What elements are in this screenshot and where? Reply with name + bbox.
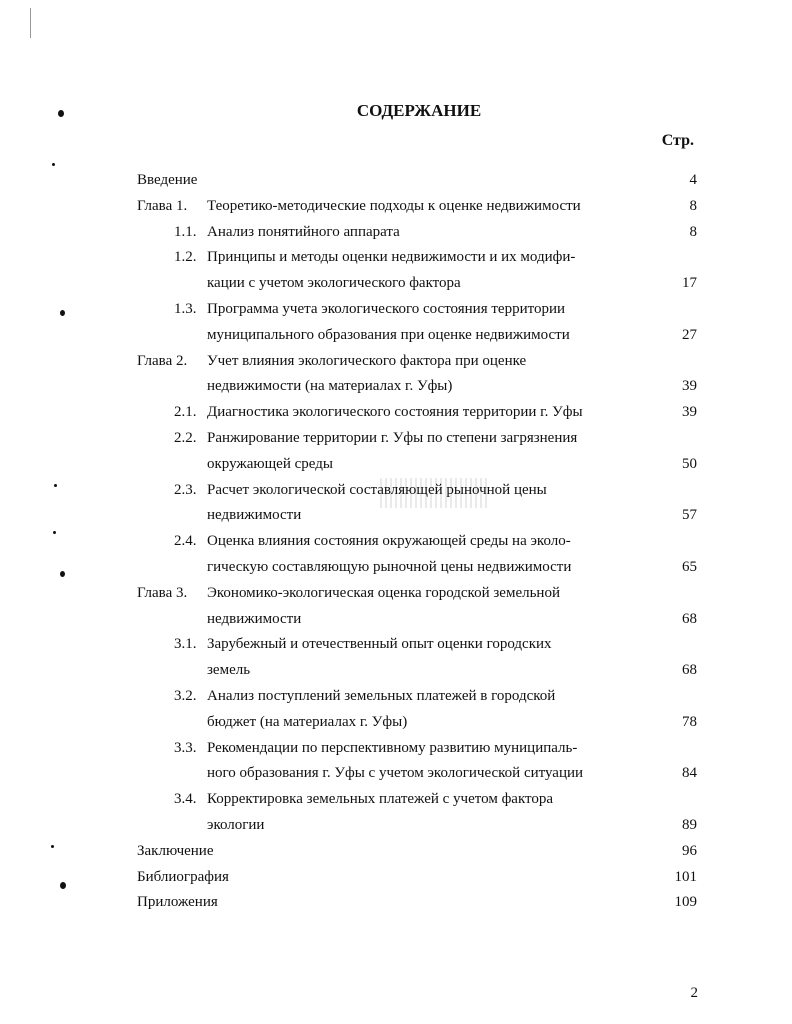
toc-entry-number: Глава 2. [137,352,188,369]
toc-entry [137,400,697,426]
toc-entry [137,374,697,400]
toc-entry-title: недвижимости (на материалах г. Уфы) [207,378,453,395]
toc-entry-title: Приложения [137,894,218,911]
toc-entry-title: кации с учетом экологического фактора [207,275,461,292]
toc-entry [137,245,697,271]
toc-entry-number: Глава 1. [137,197,188,214]
toc-entry-title: Расчет экологической составляющей рыночной цены [207,481,547,498]
toc-entry [137,271,697,297]
toc-entry-page: 4 [689,172,697,188]
toc-entry-title: Введение [137,172,198,188]
toc-entry-title: экологии [207,816,265,833]
toc-entry-number: 1.1. [174,223,197,240]
toc-entry-page: 65 [682,558,697,575]
scan-speck [51,845,54,848]
toc-entry-number: 2.2. [174,429,197,446]
toc-entry-title: гическую составляющую рыночной цены недвижимости [207,558,572,575]
toc-entry-title: Зарубежный и отечественный опыт оценки городских [207,636,552,653]
toc-entry [137,297,697,323]
toc-entry [137,607,697,633]
toc-entry-title: Анализ поступлений земельных платежей в городской [207,687,556,704]
toc-entry [137,220,697,246]
toc-entry-page: 27 [682,326,697,343]
toc-entry-title: Корректировка земельных платежей с учетом фактора [207,791,554,808]
toc-entry-number: Глава 3. [137,584,188,601]
toc-entry-title: Библиография [137,868,229,885]
toc-entry-title: Анализ понятийного аппарата [207,223,400,240]
scan-speck [60,882,66,889]
toc-entry [137,529,697,555]
toc-entry-title: бюджет (на материалах г. Уфы) [207,713,408,730]
toc-entry-number: 3.1. [174,636,197,653]
toc-entry-page: 84 [682,765,697,782]
toc-entry [137,555,697,581]
page-title: СОДЕРЖАНИЕ [356,101,482,120]
toc-entry-number: 3.2. [174,687,197,704]
toc-entry [137,865,697,891]
toc-entry [137,581,697,607]
toc-entry-title: Заключение [137,842,214,859]
toc-entry [137,426,697,452]
toc-entry [137,761,697,787]
toc-entry-page: 50 [682,455,697,472]
toc-entry-title: муниципального образования при оценке недвижимости [207,326,570,343]
toc-entry [137,890,697,916]
toc-entry-title: Диагностика экологического состояния территории г. Уфы [207,404,583,421]
toc-entry-title: окружающей среды [207,455,333,472]
toc-entry-title: Рекомендации по перспективному развитию муниципаль- [207,739,578,756]
table-of-contents [137,168,697,916]
toc-entry-number: 1.2. [174,249,197,266]
toc-entry-number: 2.1. [174,404,197,421]
toc-entry-title: недвижимости [207,610,302,627]
toc-entry-number: 3.3. [174,739,197,756]
toc-entry [137,323,697,349]
scan-speck [60,571,65,577]
toc-entry-page: 101 [674,868,697,885]
toc-entry-title: Программа учета экологического состояния территории [207,300,566,317]
scan-edge-line [30,8,31,38]
toc-entry [137,813,697,839]
toc-entry-page: 96 [682,842,697,859]
toc-entry [137,839,697,865]
toc-entry-title: Ранжирование территории г. Уфы по степени загрязнения [207,429,578,446]
page-column-header: Стр. [661,132,694,149]
toc-entry [137,736,697,762]
toc-entry-page: 17 [682,275,697,292]
toc-entry [137,478,697,504]
scan-speck [54,484,57,487]
scan-speck [53,531,56,534]
toc-entry [137,710,697,736]
toc-entry-page: 8 [689,223,697,240]
toc-entry-title: Оценка влияния состояния окружающей среды на эколо- [207,533,571,550]
toc-entry [137,349,697,375]
toc-entry-page: 68 [682,610,697,627]
page-number: 2 [690,985,698,1001]
toc-entry-page: 89 [682,816,697,833]
toc-entry-page: 109 [674,894,697,911]
toc-entry-page: 78 [682,713,697,730]
toc-entry-title: Теоретико-методические подходы к оценке недвижимости [207,197,581,214]
toc-entry [137,503,697,529]
toc-entry [137,168,697,194]
toc-entry-number: 2.4. [174,533,197,550]
toc-entry-title: ного образования г. Уфы с учетом экологической ситуации [207,765,584,782]
toc-entry-title: Принципы и методы оценки недвижимости и их модифи- [207,249,576,266]
toc-entry-title: земель [207,662,251,679]
toc-entry-title: Учет влияния экологического фактора при оценке [207,352,527,369]
toc-entry-page: 57 [682,507,697,524]
toc-entry-page: 39 [682,404,697,421]
toc-entry-number: 2.3. [174,481,197,498]
toc-entry [137,658,697,684]
toc-entry-page: 8 [689,197,697,214]
toc-entry-title: Экономико-экологическая оценка городской земельной [207,584,560,601]
toc-entry [137,787,697,813]
toc-entry [137,632,697,658]
toc-entry [137,194,697,220]
toc-entry-number: 1.3. [174,300,197,317]
toc-entry-title: недвижимости [207,507,302,524]
toc-entry-page: 39 [682,378,697,395]
toc-entry [137,452,697,478]
scan-speck [52,163,55,166]
toc-entry-number: 3.4. [174,791,197,808]
toc-entry [137,684,697,710]
scan-speck [60,310,65,316]
toc-entry-page: 68 [682,662,697,679]
